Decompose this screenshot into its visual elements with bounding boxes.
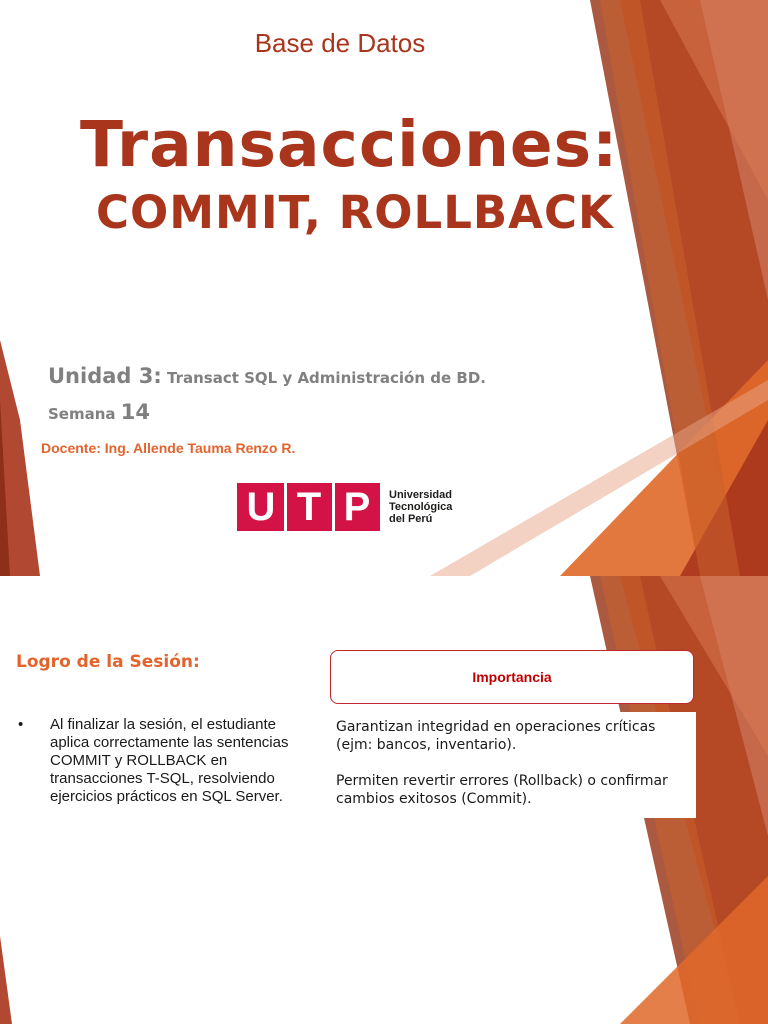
teacher-name: Docente: Ing. Allende Tauma Renzo R.	[41, 440, 296, 456]
importance-paragraph: Garantizan integridad en operaciones críticas (ejm: bancos, inventario).	[336, 719, 656, 753]
unit-text: Transact SQL y Administración de BD.	[167, 369, 486, 387]
logo-letter-p: P	[343, 485, 371, 529]
week-number: 14	[120, 400, 150, 424]
session-goal-heading: Logro de la Sesión:	[16, 652, 200, 672]
importance-paragraph: Permiten revertir errores (Rollback) o confirmar cambios exitosos (Commit).	[336, 773, 668, 807]
session-goal-slide	[0, 576, 768, 1024]
logo-line: Universidad	[389, 489, 452, 501]
slide-title: Transacciones:	[80, 108, 619, 181]
logo-separator	[284, 483, 287, 531]
utp-logo-text	[389, 489, 452, 525]
importance-header-box	[330, 650, 694, 704]
logo-line: del Perú	[389, 513, 433, 525]
week-line	[48, 400, 150, 424]
logo-line: Tecnológica	[389, 501, 453, 513]
course-name: Base de Datos	[254, 28, 426, 58]
bullet-text: Al finalizar la sesión, el estudiante aplica correctamente las sentencias COMMIT y ROLLBACK en transacciones T-SQL, resolviendo ejercicios prácticos en SQL Server.	[50, 716, 289, 805]
utp-logo-mark	[237, 483, 380, 531]
unit-label: Unidad 3:	[48, 364, 162, 388]
bullet-icon: •	[18, 716, 24, 733]
importance-body	[328, 712, 696, 818]
unit-line	[48, 364, 486, 388]
week-label: Semana	[48, 405, 116, 423]
list-item	[18, 716, 298, 806]
utp-logo	[237, 483, 457, 531]
logo-separator	[332, 483, 335, 531]
goal-bullet-list	[18, 716, 298, 806]
importance-title: Importancia	[472, 669, 552, 685]
slide-subtitle: COMMIT, ROLLBACK	[96, 186, 614, 239]
logo-letter-t: T	[296, 485, 322, 529]
logo-letter-u: U	[246, 485, 276, 529]
